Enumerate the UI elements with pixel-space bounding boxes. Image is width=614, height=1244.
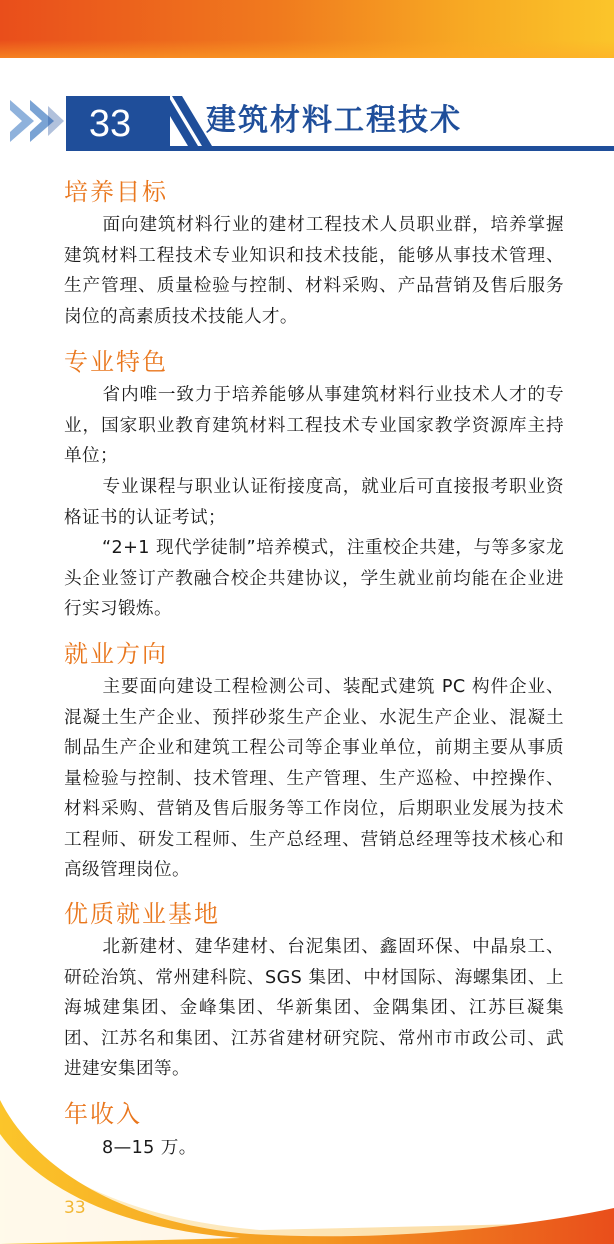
employment-paragraph: 主要面向建设工程检测公司、装配式建筑 PC 构件企业、混凝土生产企业、预拌砂浆生产企业、水泥生产企业、混凝土制品生产企业和建筑工程公司等企事业单位，前期主要从事质量检验与控制、技术管理、生产管理、生产巡检、中控操作、材料采购、营销及售后服务等工作岗位，后期职业发展为技术工程师、研发工程师、生产总经理、营销总经理等技术核心和高级管理岗位。: [64, 677, 564, 880]
top-band-shade: [0, 40, 614, 58]
section-number-badge: [66, 96, 216, 148]
features-paragraph-3: “2+1 现代学徒制”培养模式，注重校企共建，与等多家龙头企业签订产教融合校企共建协议，学生就业前均能在企业进行实习锻炼。: [64, 538, 564, 619]
section-title-features: 专业特色: [64, 348, 168, 376]
features-paragraph-1: 省内唯一致力于培养能够从事建筑材料行业技术人才的专业，国家职业教育建筑材料工程技术专业国家教学资源库主持单位；: [64, 385, 564, 466]
section-number: 33: [88, 103, 132, 145]
section-title-goal: 培养目标: [64, 178, 168, 206]
page-number: 33: [64, 1198, 86, 1218]
features-paragraph-2: 专业课程与职业认证衔接度高，就业后可直接报考职业资格证书的认证考试；: [64, 477, 564, 528]
salary-value: 8—15 万。: [102, 1138, 197, 1158]
section-title-salary: 年收入: [64, 1100, 142, 1128]
goal-paragraph: 面向建筑材料行业的建材工程技术人员职业群，培养掌握建筑材料工程技术专业知识和技术技能，能够从事技术管理、生产管理、质量检验与控制、材料采购、产品营销及售后服务岗位的高素质技术技能人才。: [64, 215, 564, 327]
section-title-bases: 优质就业基地: [64, 900, 220, 928]
section-title-employment: 就业方向: [64, 640, 168, 668]
double-chevron-right-icon: [8, 98, 66, 144]
page-title: 建筑材料工程技术: [206, 103, 462, 138]
bases-paragraph: 北新建材、建华建材、台泥集团、鑫固环保、中晶泉工、研砼治筑、常州建科院、SGS 集团、中材国际、海螺集团、上海城建集团、金峰集团、华新集团、金隅集团、江苏巨凝集团、江苏名和集团、江苏省建材研究院、常州市市政公司、武进建安集团等。: [64, 937, 564, 1079]
bottom-decorative-swoosh: [0, 1100, 614, 1244]
header-underline: [66, 146, 614, 151]
